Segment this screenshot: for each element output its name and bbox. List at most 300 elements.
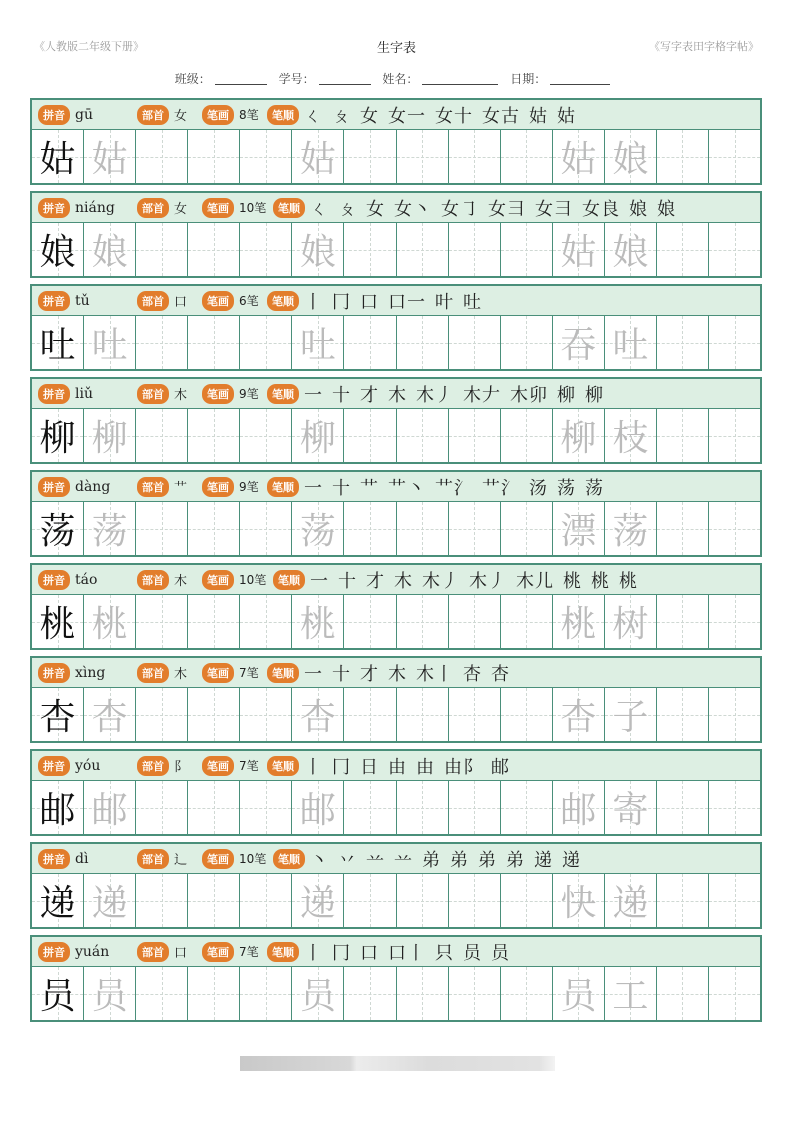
model-char-cell[interactable] — [32, 223, 84, 276]
word-char: 姑 — [560, 139, 597, 180]
trace-char: 姑 — [91, 139, 128, 180]
stroke-step: 递 — [562, 849, 581, 871]
stroke-step: 口 — [360, 942, 379, 964]
practice-cell[interactable] — [501, 316, 553, 369]
practice-cell[interactable] — [136, 502, 188, 555]
word-cell[interactable] — [605, 223, 657, 276]
practice-cell[interactable] — [344, 409, 396, 462]
trace-cell[interactable] — [84, 595, 136, 648]
strokes-badge: 笔画 — [202, 942, 234, 962]
practice-cell[interactable] — [449, 688, 501, 741]
trace-cell[interactable] — [84, 316, 136, 369]
word-char: 桃 — [560, 604, 597, 645]
stroke-step: ㄑ — [310, 198, 329, 220]
word-cell[interactable] — [553, 688, 605, 741]
word-cell[interactable] — [553, 409, 605, 462]
trace-cell[interactable] — [292, 130, 344, 183]
model-char: 娘 — [39, 232, 76, 273]
stroke-order-badge: 笔顺 — [267, 291, 299, 311]
trace-cell[interactable] — [292, 502, 344, 555]
practice-cell[interactable] — [240, 781, 292, 834]
word-char: 娘 — [612, 139, 649, 180]
practice-cell[interactable] — [449, 781, 501, 834]
word-cell[interactable] — [605, 967, 657, 1020]
practice-cell[interactable] — [397, 967, 449, 1020]
practice-cell[interactable] — [397, 316, 449, 369]
word-char: 吐 — [612, 325, 649, 366]
practice-cell[interactable] — [709, 781, 760, 834]
stroke-step: 丨 — [304, 291, 323, 313]
practice-cell[interactable] — [657, 409, 709, 462]
word-char: 柳 — [560, 418, 597, 459]
stroke-order-badge: 笔顺 — [273, 849, 305, 869]
radical-badge: 部首 — [137, 849, 169, 869]
model-char-cell[interactable] — [32, 502, 84, 555]
stroke-step: 䒑 — [366, 849, 385, 871]
word-char: 快 — [560, 883, 597, 924]
practice-cell[interactable] — [344, 130, 396, 183]
character-row — [30, 656, 762, 743]
student-id-blank[interactable] — [319, 73, 371, 85]
practice-cell[interactable] — [709, 409, 760, 462]
stroke-order — [304, 288, 491, 314]
character-row — [30, 563, 762, 650]
practice-cell[interactable] — [501, 409, 553, 462]
pinyin-value: xìng — [75, 664, 106, 681]
practice-cell[interactable] — [188, 874, 240, 927]
stroke-step: 才 — [360, 663, 379, 685]
model-char-cell[interactable] — [32, 688, 84, 741]
stroke-step: 桃 — [563, 570, 582, 592]
stroke-step: 木丿 — [416, 384, 454, 406]
practice-cell[interactable] — [449, 502, 501, 555]
practice-cell[interactable] — [449, 316, 501, 369]
row-info-bar — [32, 565, 760, 595]
tianzige-grid — [32, 967, 760, 1020]
stroke-step: 桃 — [591, 570, 610, 592]
practice-cell[interactable] — [397, 595, 449, 648]
word-cell[interactable] — [553, 130, 605, 183]
stroke-step: 冂 — [332, 756, 351, 778]
trace-char: 荡 — [299, 511, 336, 552]
practice-cell[interactable] — [657, 130, 709, 183]
stroke-step: 女十 — [435, 105, 473, 127]
practice-cell[interactable] — [709, 688, 760, 741]
practice-cell[interactable] — [501, 130, 553, 183]
practice-cell[interactable] — [397, 223, 449, 276]
trace-cell[interactable] — [84, 688, 136, 741]
stroke-step: 艹氵 — [482, 477, 520, 499]
radical-value: 口 — [174, 295, 188, 310]
stroke-order — [310, 567, 647, 593]
practice-cell[interactable] — [136, 967, 188, 1020]
stroke-step: 递 — [534, 849, 553, 871]
word-cell[interactable] — [553, 316, 605, 369]
radical-value: 木 — [174, 574, 188, 589]
date-blank[interactable] — [550, 73, 610, 85]
word-cell[interactable] — [605, 874, 657, 927]
practice-cell[interactable] — [709, 223, 760, 276]
trace-char: 员 — [91, 976, 128, 1017]
stroke-step: ㄆ — [332, 105, 351, 127]
stroke-order-badge: 笔顺 — [267, 105, 299, 125]
practice-cell[interactable] — [240, 130, 292, 183]
practice-cell[interactable] — [657, 688, 709, 741]
stroke-step: 口丨 — [388, 942, 426, 964]
trace-char: 吐 — [91, 325, 128, 366]
pinyin-badge: 拼音 — [38, 477, 70, 497]
book-title: 《人教版二年级下册》 — [34, 40, 144, 53]
word-cell[interactable] — [553, 595, 605, 648]
trace-cell[interactable] — [84, 502, 136, 555]
radical-value: 阝 — [174, 760, 188, 775]
stroke-order-badge: 笔顺 — [273, 570, 305, 590]
practice-cell[interactable] — [240, 967, 292, 1020]
name-blank[interactable] — [422, 73, 498, 85]
stroke-step: 女 — [366, 198, 385, 220]
trace-char: 桃 — [91, 604, 128, 645]
stroke-step: 女丶 — [394, 198, 432, 220]
model-char: 杏 — [39, 697, 76, 738]
word-char: 递 — [612, 883, 649, 924]
trace-cell[interactable] — [84, 409, 136, 462]
stroke-step: 荡 — [557, 477, 576, 499]
stroke-step: 由阝 — [444, 756, 482, 778]
stroke-step: 才 — [366, 570, 385, 592]
word-cell[interactable] — [553, 967, 605, 1020]
model-char-cell[interactable] — [32, 967, 84, 1020]
practice-cell[interactable] — [397, 874, 449, 927]
row-info-bar — [32, 658, 760, 688]
model-char: 姑 — [39, 139, 76, 180]
stroke-step: 一 — [304, 663, 323, 685]
tianzige-grid — [32, 130, 760, 183]
practice-cell[interactable] — [501, 688, 553, 741]
practice-cell[interactable] — [657, 223, 709, 276]
practice-cell[interactable] — [449, 409, 501, 462]
trace-char: 递 — [91, 883, 128, 924]
stroke-step: 木儿 — [516, 570, 554, 592]
trace-cell[interactable] — [84, 967, 136, 1020]
stroke-step: 艹丶 — [388, 477, 426, 499]
radical-value: 女 — [174, 202, 188, 217]
row-info-bar — [32, 379, 760, 409]
practice-cell[interactable] — [136, 874, 188, 927]
practice-cell[interactable] — [449, 223, 501, 276]
stroke-step: 口一 — [388, 291, 426, 313]
practice-cell[interactable] — [344, 781, 396, 834]
trace-cell[interactable] — [84, 781, 136, 834]
radical-value: 艹 — [174, 481, 188, 496]
class-blank[interactable] — [215, 73, 267, 85]
trace-cell[interactable] — [292, 595, 344, 648]
practice-cell[interactable] — [501, 502, 553, 555]
watermark-blur — [240, 1056, 555, 1071]
radical-value: 木 — [174, 388, 188, 403]
word-cell[interactable] — [605, 688, 657, 741]
stroke-step: 十 — [338, 570, 357, 592]
stroke-order-badge: 笔顺 — [267, 756, 299, 776]
tianzige-grid — [32, 595, 760, 648]
character-row — [30, 284, 762, 371]
practice-cell[interactable] — [501, 595, 553, 648]
stroke-order — [310, 846, 590, 872]
pinyin-badge: 拼音 — [38, 849, 70, 869]
practice-cell[interactable] — [344, 874, 396, 927]
practice-cell[interactable] — [344, 223, 396, 276]
trace-cell[interactable] — [292, 781, 344, 834]
radical-value: 女 — [174, 109, 188, 124]
trace-char: 递 — [299, 883, 336, 924]
model-char: 员 — [39, 976, 76, 1017]
practice-cell[interactable] — [136, 781, 188, 834]
practice-cell[interactable] — [344, 595, 396, 648]
stroke-step: 才 — [360, 384, 379, 406]
practice-cell[interactable] — [240, 502, 292, 555]
stroke-order — [304, 939, 519, 965]
strokes-badge: 笔画 — [202, 756, 234, 776]
practice-cell[interactable] — [344, 967, 396, 1020]
stroke-step: 弟 — [450, 849, 469, 871]
tianzige-grid — [32, 409, 760, 462]
stroke-step: 姑 — [557, 105, 576, 127]
radical-badge: 部首 — [137, 942, 169, 962]
stroke-step: 丶 — [310, 849, 329, 871]
model-char-cell[interactable] — [32, 130, 84, 183]
stroke-step: 汤 — [529, 477, 548, 499]
word-cell[interactable] — [605, 130, 657, 183]
stroke-step: 丨 — [304, 756, 323, 778]
word-cell[interactable] — [553, 781, 605, 834]
practice-cell[interactable] — [136, 130, 188, 183]
practice-cell[interactable] — [136, 688, 188, 741]
practice-cell[interactable] — [240, 595, 292, 648]
model-char-cell[interactable] — [32, 595, 84, 648]
pinyin-badge: 拼音 — [38, 291, 70, 311]
stroke-step: 木卯 — [510, 384, 548, 406]
practice-cell[interactable] — [657, 967, 709, 1020]
stroke-step: 女 — [360, 105, 379, 127]
practice-cell[interactable] — [136, 409, 188, 462]
character-row — [30, 749, 762, 836]
practice-cell[interactable] — [136, 316, 188, 369]
practice-cell[interactable] — [709, 595, 760, 648]
practice-cell[interactable] — [397, 688, 449, 741]
stroke-step: 娘 — [629, 198, 648, 220]
trace-cell[interactable] — [292, 967, 344, 1020]
stroke-step: 女彐 — [535, 198, 573, 220]
practice-cell[interactable] — [188, 781, 240, 834]
practice-cell[interactable] — [501, 967, 553, 1020]
practice-cell[interactable] — [657, 781, 709, 834]
character-row — [30, 842, 762, 929]
practice-cell[interactable] — [188, 688, 240, 741]
stroke-order — [304, 474, 613, 500]
practice-cell[interactable] — [397, 409, 449, 462]
stroke-count: 6笔 — [239, 294, 259, 308]
word-char: 工 — [612, 976, 649, 1017]
practice-cell[interactable] — [188, 595, 240, 648]
practice-cell[interactable] — [240, 316, 292, 369]
stroke-step: 桃 — [619, 570, 638, 592]
practice-cell[interactable] — [397, 502, 449, 555]
practice-cell[interactable] — [188, 502, 240, 555]
practice-cell[interactable] — [188, 967, 240, 1020]
stroke-step: 木 — [388, 663, 407, 685]
strokes-badge: 笔画 — [202, 570, 234, 590]
practice-cell[interactable] — [188, 130, 240, 183]
model-char-cell[interactable] — [32, 316, 84, 369]
practice-cell[interactable] — [657, 595, 709, 648]
practice-cell[interactable] — [709, 502, 760, 555]
stroke-step: 由 — [388, 756, 407, 778]
radical-value: 口 — [174, 946, 188, 961]
trace-cell[interactable] — [292, 874, 344, 927]
practice-cell[interactable] — [501, 874, 553, 927]
stroke-count: 7笔 — [239, 945, 259, 959]
tianzige-grid — [32, 223, 760, 276]
model-char-cell[interactable] — [32, 409, 84, 462]
trace-cell[interactable] — [292, 688, 344, 741]
row-info-bar — [32, 100, 760, 130]
practice-cell[interactable] — [344, 688, 396, 741]
word-cell[interactable] — [605, 316, 657, 369]
stroke-step: 一 — [304, 384, 323, 406]
stroke-step: 吐 — [463, 291, 482, 313]
trace-char: 邮 — [91, 790, 128, 831]
practice-cell[interactable] — [136, 223, 188, 276]
model-char: 桃 — [39, 604, 76, 645]
practice-cell[interactable] — [501, 781, 553, 834]
series-title: 《写字表田字格字帖》 — [649, 40, 759, 53]
tianzige-grid — [32, 502, 760, 555]
trace-char: 娘 — [91, 232, 128, 273]
stroke-step: 女㇆ — [441, 198, 479, 220]
stroke-order — [304, 381, 613, 407]
radical-badge: 部首 — [137, 384, 169, 404]
radical-badge: 部首 — [137, 198, 169, 218]
practice-cell[interactable] — [188, 409, 240, 462]
model-char: 吐 — [39, 325, 76, 366]
practice-cell[interactable] — [397, 781, 449, 834]
stroke-step: 日 — [360, 756, 379, 778]
practice-cell[interactable] — [240, 223, 292, 276]
practice-cell[interactable] — [501, 223, 553, 276]
trace-cell[interactable] — [292, 316, 344, 369]
practice-cell[interactable] — [709, 130, 760, 183]
practice-cell[interactable] — [657, 316, 709, 369]
word-cell[interactable] — [553, 223, 605, 276]
trace-char: 吐 — [299, 325, 336, 366]
pinyin-badge: 拼音 — [38, 384, 70, 404]
word-cell[interactable] — [553, 502, 605, 555]
practice-cell[interactable] — [709, 874, 760, 927]
tianzige-grid — [32, 781, 760, 834]
stroke-step: 只 — [435, 942, 454, 964]
trace-cell[interactable] — [84, 130, 136, 183]
stroke-step: 由 — [416, 756, 435, 778]
word-cell[interactable] — [605, 781, 657, 834]
stroke-step: 木丿 — [422, 570, 460, 592]
practice-cell[interactable] — [240, 409, 292, 462]
practice-cell[interactable] — [344, 502, 396, 555]
practice-cell[interactable] — [657, 502, 709, 555]
word-char: 吞 — [560, 325, 597, 366]
practice-cell[interactable] — [240, 874, 292, 927]
strokes-badge: 笔画 — [202, 105, 234, 125]
word-char: 枝 — [612, 418, 649, 459]
word-char: 邮 — [560, 790, 597, 831]
practice-cell[interactable] — [449, 595, 501, 648]
practice-cell[interactable] — [657, 874, 709, 927]
trace-char: 杏 — [299, 697, 336, 738]
word-cell[interactable] — [605, 409, 657, 462]
trace-cell[interactable] — [84, 874, 136, 927]
pinyin-badge: 拼音 — [38, 198, 70, 218]
stroke-order-badge: 笔顺 — [267, 942, 299, 962]
strokes-badge: 笔画 — [202, 384, 234, 404]
practice-cell[interactable] — [136, 595, 188, 648]
stroke-step: 弟 — [506, 849, 525, 871]
stroke-count: 10笔 — [239, 201, 267, 215]
stroke-step: 员 — [463, 942, 482, 964]
word-cell[interactable] — [605, 502, 657, 555]
trace-char: 荡 — [91, 511, 128, 552]
pinyin-badge: 拼音 — [38, 942, 70, 962]
model-char-cell[interactable] — [32, 781, 84, 834]
page-title: 生字表 — [376, 41, 416, 56]
practice-cell[interactable] — [397, 130, 449, 183]
strokes-badge: 笔画 — [202, 291, 234, 311]
strokes-badge: 笔画 — [202, 477, 234, 497]
stroke-count: 8笔 — [239, 108, 259, 122]
word-char: 杏 — [560, 697, 597, 738]
word-char: 员 — [560, 976, 597, 1017]
trace-cell[interactable] — [292, 223, 344, 276]
word-cell[interactable] — [605, 595, 657, 648]
stroke-count: 10笔 — [239, 573, 267, 587]
practice-cell[interactable] — [188, 316, 240, 369]
stroke-order — [304, 102, 585, 128]
stroke-step: 员 — [491, 942, 510, 964]
practice-cell[interactable] — [188, 223, 240, 276]
trace-cell[interactable] — [84, 223, 136, 276]
trace-cell[interactable] — [292, 409, 344, 462]
practice-cell[interactable] — [709, 316, 760, 369]
word-char: 荡 — [612, 511, 649, 552]
trace-char: 娘 — [299, 232, 336, 273]
practice-cell[interactable] — [449, 130, 501, 183]
practice-cell[interactable] — [449, 874, 501, 927]
model-char: 递 — [39, 883, 76, 924]
word-cell[interactable] — [553, 874, 605, 927]
pinyin-value: niáng — [75, 199, 115, 216]
radical-badge: 部首 — [137, 663, 169, 683]
pinyin-value: yuán — [75, 943, 110, 960]
stroke-step: 冂 — [332, 942, 351, 964]
practice-cell[interactable] — [709, 967, 760, 1020]
stroke-count: 9笔 — [239, 480, 259, 494]
model-char-cell[interactable] — [32, 874, 84, 927]
practice-cell[interactable] — [344, 316, 396, 369]
stroke-order-badge: 笔顺 — [267, 477, 299, 497]
pinyin-value: táo — [75, 571, 98, 588]
practice-cell[interactable] — [240, 688, 292, 741]
stroke-step: 女彐 — [488, 198, 526, 220]
stroke-order — [304, 660, 519, 686]
stroke-step: 木丿 — [469, 570, 507, 592]
practice-cell[interactable] — [449, 967, 501, 1020]
